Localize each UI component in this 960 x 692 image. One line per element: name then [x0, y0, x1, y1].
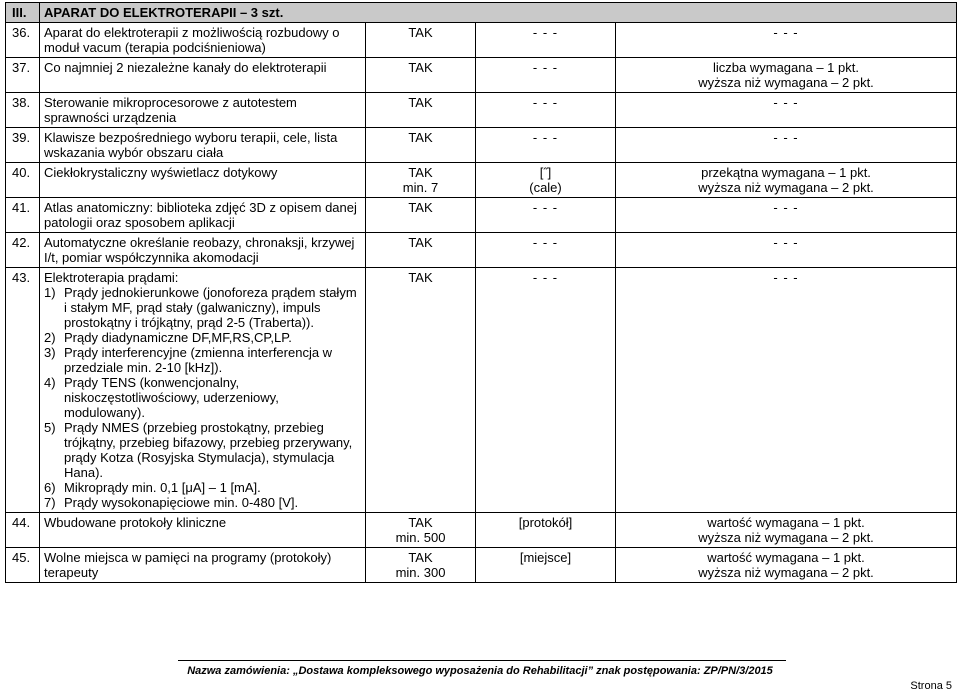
list-item-text: Prądy jednokierunkowe (jonoforeza prądem stałym i stałym MF, prąd stały (galwaniczny), impuls prostokątny i trójkątny, prąd 2-5 (Traberta)).: [64, 285, 357, 330]
row-required: TAK: [366, 233, 476, 268]
spec-table-container: [5, 2, 956, 583]
eval-line-2: wyższa niż wymagana – 2 pkt.: [698, 565, 874, 580]
eval-line-2: wyższa niż wymagana – 2 pkt.: [698, 530, 874, 545]
row-description: Aparat do elektroterapii z możliwością rozbudowy o moduł vacum (terapia podciśnieniowa): [40, 23, 366, 58]
list-item: [44, 495, 361, 510]
required-min: min. 300: [395, 565, 446, 580]
required-label: TAK: [408, 165, 433, 180]
row-description: Ciekłokrystaliczny wyświetlacz dotykowy: [40, 163, 366, 198]
currents-list: [44, 285, 361, 510]
section-title: APARAT DO ELEKTROTERAPII – 3 szt.: [40, 3, 957, 23]
currents-title: Elektroterapia prądami:: [44, 270, 179, 285]
row-number: 37.: [6, 58, 40, 93]
list-item-text: Prądy interferencyjne (zmienna interferencja w przedziale min. 2-10 [kHz]).: [64, 345, 333, 375]
eval-line-1: wartość wymagana – 1 pkt.: [707, 550, 865, 565]
table-row: [6, 268, 957, 513]
row-evaluation: [616, 548, 957, 583]
row-evaluation: [616, 163, 957, 198]
list-item: [44, 330, 361, 345]
section-header-row: [6, 3, 957, 23]
list-item-number: 4): [44, 375, 56, 390]
eval-line-1: liczba wymagana – 1 pkt.: [713, 60, 859, 75]
required-label: TAK: [408, 550, 433, 565]
eval-line-2: wyższa niż wymagana – 2 pkt.: [698, 75, 874, 90]
spec-table: [5, 2, 957, 583]
row-value: - - -: [476, 128, 616, 163]
table-row: [6, 23, 957, 58]
list-item: [44, 420, 361, 480]
section-number: III.: [6, 3, 40, 23]
row-evaluation: [616, 58, 957, 93]
list-item: [44, 345, 361, 375]
list-item-text: Mikroprądy min. 0,1 [μA] – 1 [mA].: [64, 480, 261, 495]
row-number: 42.: [6, 233, 40, 268]
list-item-number: 3): [44, 345, 56, 360]
row-required: TAK: [366, 23, 476, 58]
row-evaluation: - - -: [616, 198, 957, 233]
row-evaluation: - - -: [616, 128, 957, 163]
row-value: - - -: [476, 23, 616, 58]
row-required: [366, 513, 476, 548]
table-row: [6, 163, 957, 198]
footer-order-name: Nazwa zamówienia: „Dostawa kompleksowego wyposażenia do Rehabilitacji” znak postępowania: ZP/PN/3/2015: [187, 665, 773, 677]
row-number: 45.: [6, 548, 40, 583]
list-item-text: Prądy NMES (przebieg prostokątny, przebieg trójkątny, przebieg bifazowy, przebieg przerywany, prądy Kotza (Rosyjska Stymulacja), stymulacja Hana).: [64, 420, 353, 480]
row-number: 40.: [6, 163, 40, 198]
row-value: - - -: [476, 58, 616, 93]
list-item-text: Prądy TENS (konwencjonalny, niskoczęstotliwościowy, uderzeniowy, modulowany).: [64, 375, 279, 420]
eval-line-1: wartość wymagana – 1 pkt.: [707, 515, 865, 530]
row-description: Wolne miejsca w pamięci na programy (protokoły) terapeuty: [40, 548, 366, 583]
row-value: - - -: [476, 93, 616, 128]
row-required: TAK: [366, 58, 476, 93]
eval-line-2: wyższa niż wymagana – 2 pkt.: [698, 180, 874, 195]
row-required: TAK: [366, 93, 476, 128]
row-value: - - -: [476, 198, 616, 233]
row-value: - - -: [476, 233, 616, 268]
row-value: [miejsce]: [476, 548, 616, 583]
list-item-number: 5): [44, 420, 56, 435]
required-min: min. 7: [402, 180, 439, 195]
row-number: 41.: [6, 198, 40, 233]
list-item-number: 1): [44, 285, 56, 300]
footer-rule: [178, 660, 786, 661]
row-description: Wbudowane protokoły kliniczne: [40, 513, 366, 548]
list-item-text: Prądy wysokonapięciowe min. 0-480 [V].: [64, 495, 299, 510]
row-description: Co najmniej 2 niezależne kanały do elektroterapii: [40, 58, 366, 93]
list-item: [44, 480, 361, 495]
row-description: Klawisze bezpośredniego wyboru terapii, cele, lista wskazania wybór obszaru ciała: [40, 128, 366, 163]
table-row: [6, 548, 957, 583]
table-row: [6, 58, 957, 93]
list-item-number: 6): [44, 480, 56, 495]
table-row: [6, 513, 957, 548]
row-number: 39.: [6, 128, 40, 163]
row-value: [protokół]: [476, 513, 616, 548]
row-required: [366, 548, 476, 583]
row-number: 43.: [6, 268, 40, 513]
row-evaluation: - - -: [616, 268, 957, 513]
table-row: [6, 233, 957, 268]
value-unit-label: (cale): [529, 180, 562, 195]
row-evaluation: - - -: [616, 23, 957, 58]
row-required: [366, 163, 476, 198]
eval-line-1: przekątna wymagana – 1 pkt.: [701, 165, 871, 180]
row-description: Sterowanie mikroprocesorowe z autotestem sprawności urządzenia: [40, 93, 366, 128]
row-value: [476, 163, 616, 198]
list-item-number: 7): [44, 495, 56, 510]
row-description: Automatyczne określanie reobazy, chronaksji, krzywej I/t, pomiar współczynnika akomodacji: [40, 233, 366, 268]
row-required: TAK: [366, 198, 476, 233]
list-item: [44, 375, 361, 420]
table-row: [6, 198, 957, 233]
row-number: 38.: [6, 93, 40, 128]
row-required: TAK: [366, 268, 476, 513]
value-unit: [˝]: [539, 165, 552, 180]
page-number: Strona 5: [910, 680, 952, 692]
row-description: Atlas anatomiczny: biblioteka zdjęć 3D z opisem danej patologii oraz sposobem aplikacji: [40, 198, 366, 233]
row-required: TAK: [366, 128, 476, 163]
list-item: [44, 285, 361, 330]
row-value: - - -: [476, 268, 616, 513]
row-evaluation: - - -: [616, 93, 957, 128]
row-number: 36.: [6, 23, 40, 58]
row-evaluation: - - -: [616, 233, 957, 268]
row-evaluation: [616, 513, 957, 548]
row-number: 44.: [6, 513, 40, 548]
table-row: [6, 128, 957, 163]
required-label: TAK: [408, 515, 433, 530]
list-item-text: Prądy diadynamiczne DF,MF,RS,CP,LP.: [64, 330, 292, 345]
row-description: [40, 268, 366, 513]
required-min: min. 500: [395, 530, 446, 545]
table-row: [6, 93, 957, 128]
list-item-number: 2): [44, 330, 56, 345]
